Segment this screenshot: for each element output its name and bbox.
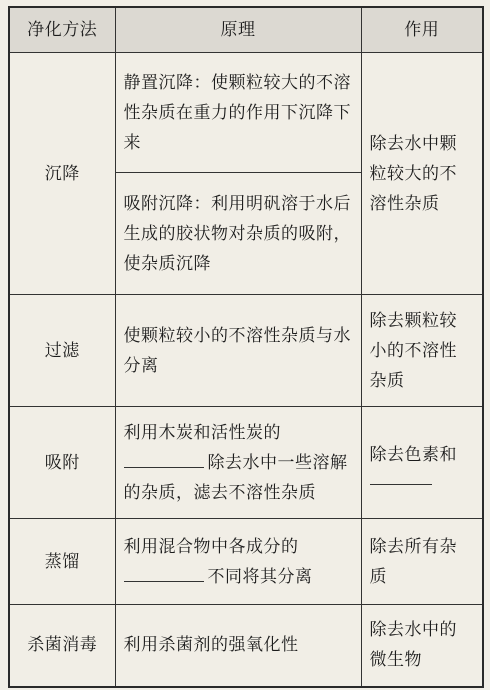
method-cell: 吸附 xyxy=(9,407,115,519)
principle-cell: 使颗粒较小的不溶性杂质与水分离 xyxy=(115,295,361,407)
effect-cell: 除去水中颗粒较大的不溶性杂质 xyxy=(361,53,483,295)
method-cell: 沉降 xyxy=(9,53,115,295)
effect-cell: 除去颗粒较小的不溶性杂质 xyxy=(361,295,483,407)
table-row xyxy=(9,295,483,407)
principle-cell: 吸附沉降：利用明矾溶于水后生成的胶状物对杂质的吸附，使杂质沉降 xyxy=(115,173,361,295)
method-cell: 过滤 xyxy=(9,295,115,407)
header-effect: 作用 xyxy=(361,7,483,53)
water-purification-table xyxy=(8,6,484,688)
principle-text: 不同将其分离 xyxy=(207,566,313,587)
effect-cell xyxy=(361,407,483,519)
method-cell: 杀菌消毒 xyxy=(9,605,115,687)
fill-in-blank xyxy=(370,470,432,485)
principle-cell: 静置沉降：使颗粒较大的不溶性杂质在重力的作用下沉降下来 xyxy=(115,53,361,173)
fill-in-blank xyxy=(124,563,204,582)
table-row xyxy=(9,407,483,519)
principle-text: 除去水中一些溶解的杂质，滤去不溶性杂质 xyxy=(123,452,348,503)
method-cell: 蒸馏 xyxy=(9,519,115,605)
fill-in-blank xyxy=(124,449,204,468)
principle-text: 利用混合物中各成分的 xyxy=(123,536,299,557)
effect-cell: 除去水中的微生物 xyxy=(361,605,483,687)
header-principle: 原理 xyxy=(115,7,361,53)
principle-text: 利用木炭和活性炭的 xyxy=(123,422,281,443)
principle-cell: 利用杀菌剂的强氧化性 xyxy=(115,605,361,687)
effect-cell: 除去所有杂质 xyxy=(361,519,483,605)
effect-text: 除去色素和 xyxy=(369,445,457,465)
table-row xyxy=(9,519,483,605)
principle-cell xyxy=(115,407,361,519)
header-row xyxy=(9,7,483,53)
table-row xyxy=(9,605,483,687)
table-row xyxy=(9,53,483,173)
principle-cell xyxy=(115,519,361,605)
header-method: 净化方法 xyxy=(9,7,115,53)
